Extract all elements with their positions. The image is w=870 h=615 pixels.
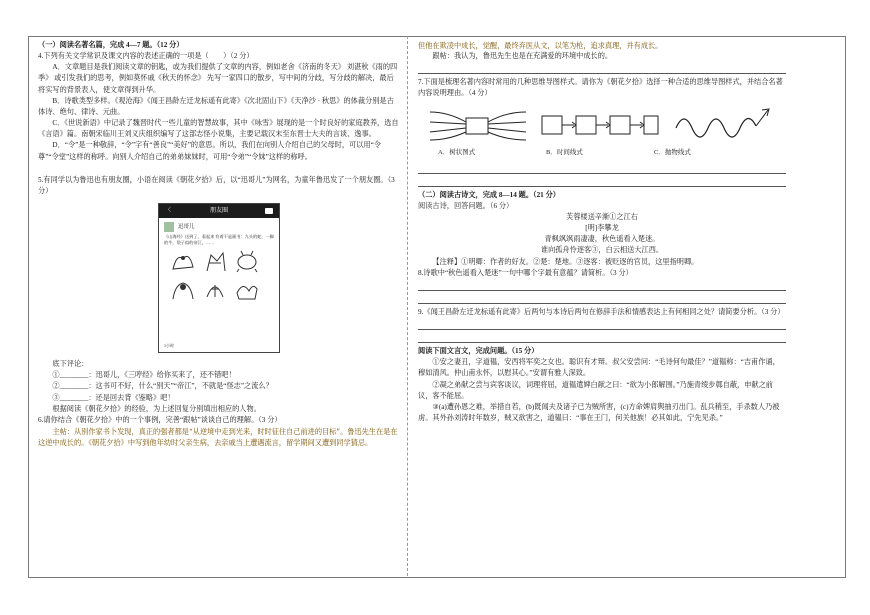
answer-line: [418, 320, 786, 330]
q4-option-b: B．诗歌类型多样。《观沧海》《闻王昌龄左迁龙标遥有此寄》《次北固山下》《天净沙 · 秋思》的体裁分别是古体诗、绝句、律诗、元曲。: [38, 96, 394, 116]
poem-author: [明]李攀龙: [585, 224, 619, 233]
prose-paragraph-2: ②凝之弟献之尝与宾客谈议，词理将屈，道韫遣婢白献之曰：“欲为小郎解围。”乃施青绫步鄣自蔽，申献之前议，客不能屈。: [418, 380, 773, 400]
post-timestamp: 1小时: [164, 342, 174, 348]
camera-icon: [265, 208, 273, 214]
prose-paragraph-1: ①安之妻丑，字道韫，安西将军奕之女也。聪识有才辩。叔父安尝问：“毛诗何句最佳？”道韫称：“吉甫作诵，穆如清风。仲山甫永怀，以慰其心。”安谓有雅人深致。: [418, 358, 780, 378]
diagram-a-label: A．树状图式: [438, 148, 476, 156]
back-icon: 〈: [165, 208, 172, 215]
diagram-b-label: B．时间线式: [546, 148, 583, 156]
wechat-moments-mockup: [158, 203, 280, 353]
answer-line: [418, 294, 786, 304]
poem-notes: 【注释】①明卿：作者的好友。②楚：楚地。③逐客：被贬逐的官员，这里指明卿。: [432, 257, 699, 266]
mythical-beast-image: [233, 249, 261, 273]
answer-line: [418, 164, 786, 174]
q6-reply: 跟帖：我认为，鲁迅先生也是在充满爱的环境中成长的。: [432, 52, 613, 61]
phone-header: [159, 204, 279, 218]
mythical-beast-image: [201, 277, 229, 301]
answer-line: [418, 333, 786, 343]
poem-intro: 阅读古诗，回答问题。（6 分）: [418, 201, 514, 210]
q4-option-d: D．“令”是一种敬辞，“令”字有“善良”“美好”的意思。所以，我们在向别人介绍自己的父母时，可以用“令尊”“令堂”这样的称呼。向别人介绍自己的弟弟妹妹时，可用“令弟”“令妹”这样的称呼。: [38, 141, 381, 161]
comment-2: ②________：这书可不好，什么“别天”“帝江”，不就是“怪志”之流么？: [52, 382, 273, 391]
tree-diagram-icon: [428, 106, 528, 146]
mythical-beast-image: [201, 249, 229, 273]
q4-option-a: A．文章题目是我们阅读文章的钥匙，或为我们提供了文章的内容，例如老舍《济南的冬天》 刘湛秋《雨的四季》 或引发我们的思考，例如莫怀戚《秋天的怀念》 先写一家四口的散步，写中间的分歧，写分歧的解决，最后将实写的背景表人，使文章得到升华。: [38, 63, 398, 94]
post-username: 迅哥儿: [178, 223, 195, 230]
poem-title: 芙蓉楼送辛渐①之江右: [566, 213, 638, 221]
q6-stem: 6.请你结合《朝花夕拾》中的一个事例，完善“跟帖”谈谈自己的理解。（3 分）: [38, 415, 282, 424]
timeline-diagram-icon: [540, 106, 660, 146]
comments-label: 底下评论：: [52, 360, 89, 369]
phone-title: 朋友圈: [209, 208, 228, 215]
mythical-beast-image: [233, 277, 261, 301]
mythical-beast-image: [169, 249, 197, 273]
answer-line: [418, 177, 786, 187]
fill-instruction: 根据阅读《朝花夕拾》的经验，为上述回复分别填出相应的人物。: [52, 404, 261, 413]
q6-model-answer-cont: 但他在欺凌中成长，觉醒，最终弃医从文，以笔为枪，追求真理，并有成长。: [418, 41, 663, 50]
diagram-labels: [438, 148, 786, 158]
prose-intro: 阅读下面文言文，完成问题。（15 分）: [418, 347, 539, 356]
post-text: 《山海经》送到了，看起来 有着不是画书：九头的蛇，一脚的牛，袋子似的帝江，……: [164, 234, 274, 245]
comment-1: ①________：迅哥儿，《三哼经》给你买来了，还不错吧！: [52, 371, 236, 380]
post-header: [159, 218, 279, 234]
avatar: [164, 222, 174, 232]
comment-3: ③________：还是回去背《鉴略》吧！: [52, 393, 175, 402]
q5-stem: 5.有同学以为鲁迅也有朋友圈，小语在阅读《朝花夕拾》后，以“迅哥儿”为网名，为童年鲁迅发了一个朋友圈。（3 分）: [38, 175, 395, 195]
prose-paragraph-3: ③(a)遭孙恩之难，举措自若，(b)既闻夫及诸子已为贼所害，(c)方命婢肩舆抽刃出门。乱兵稍至，手杀数人乃被虏。其外孙刘涛时年数岁，贼又欲害之，道韫曰：“事在王门，何关他族！必其如此，宁先见杀。”: [418, 402, 780, 423]
column-divider: [407, 36, 409, 576]
post-image-grid: [159, 246, 279, 304]
q4-stem: 4.下列有关文学常识及课文内容的表述正确的一项是（ ）（2 分）: [38, 52, 254, 61]
left-column: [38, 40, 400, 448]
mindmap-diagrams: [428, 106, 786, 146]
section1-heading: （一）阅读名著名篇，完成 4—7 题。（12 分）: [38, 41, 184, 49]
diagram-c-label: C．抛物线式: [654, 148, 691, 156]
q8-stem: 8.诗歌中“秋色遥看入楚迷”一句中哪个字最有意蕴？请简析。（3 分）: [418, 268, 633, 277]
right-column: [418, 40, 786, 424]
mythical-beast-image: [169, 277, 197, 301]
poem-line-2: 谁向孤舟怜逐客③，白云相送大江西。: [540, 246, 664, 255]
q9-stem: 9.《闻王昌龄左迁龙标遥有此寄》后两句与本诗后两句在修辞手法和情感表达上有何相同之处？请简要分析。（3 分）: [418, 307, 785, 316]
answer-line: [418, 281, 786, 291]
section2-heading: （二）阅读古诗文，完成 8—14 题。（21 分）: [418, 190, 560, 199]
q4-option-c: C．《世说新语》中记录了魏晋时代一些儿童的智慧故事，其中《咏雪》展现的是一个时良好的家庭教养，选自《言语》篇。南朝宋临川王刘义庆组织编写了这部志怪小说集，主要记载汉末至东晋士大夫的言谈、逸事。: [38, 119, 399, 139]
poem-line-1: 青枫飒飒雨凄凄，秋色遥看入楚迷。: [544, 235, 660, 244]
wave-diagram-icon: [674, 106, 774, 146]
q6-model-answer: 主帖：从别作家书卜发现，真正的强者都是“从逆境中走到光来，时时征住自己前进的目标”。鲁迅先生在是在这逆中成长的。《朝花夕拾》中写到他年幼时父亲生病，去亲戚当上遭遇流言，留学期间又遭到同学猜忌。: [38, 426, 398, 448]
answer-line: [418, 64, 786, 74]
q7-stem: 7.下面是梳理名著内容时常用的几种思维导图样式。请你为《朝花夕拾》选择一种合适的思维导图样式，并结合名著内容说明理由。（4 分）: [418, 78, 783, 98]
